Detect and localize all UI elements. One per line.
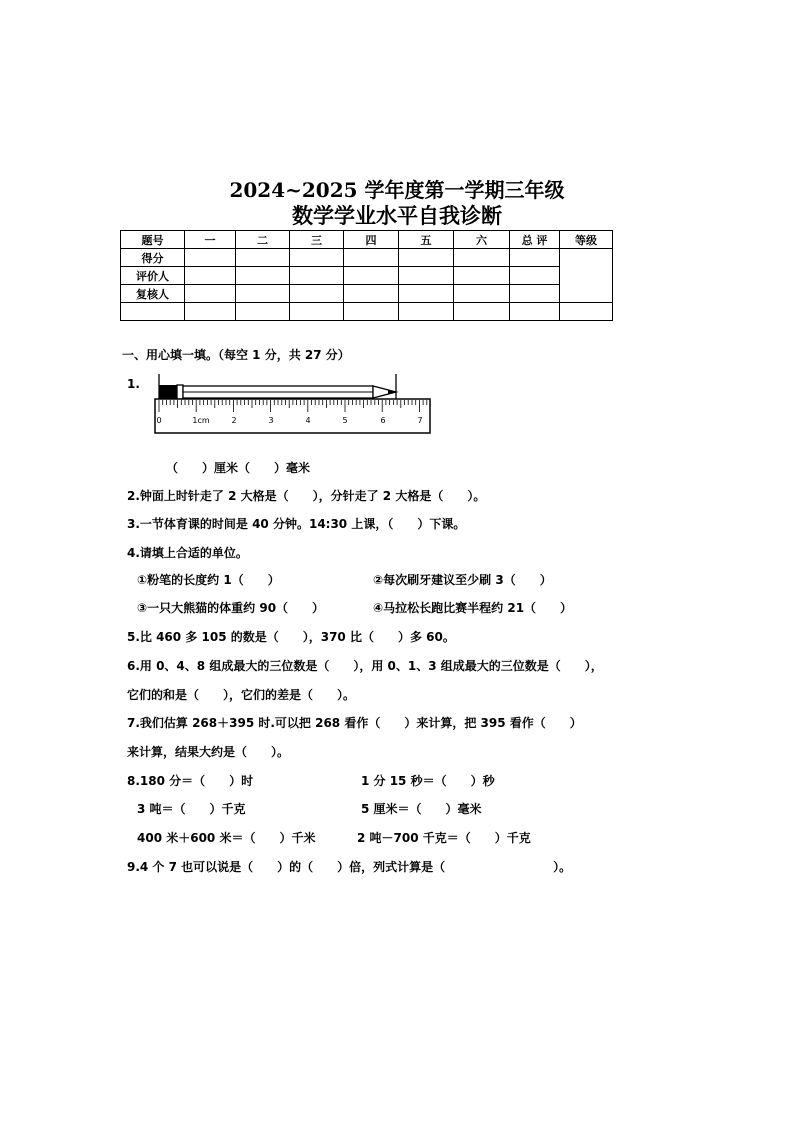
row-label bbox=[121, 303, 185, 321]
score-cell[interactable] bbox=[236, 303, 290, 321]
score-cell[interactable] bbox=[399, 249, 454, 267]
score-cell[interactable] bbox=[185, 267, 236, 285]
ruler-label-7: 7 bbox=[417, 416, 423, 425]
header-cell: 三 bbox=[290, 231, 344, 249]
ruler bbox=[155, 399, 430, 433]
header-cell: 题号 bbox=[121, 231, 185, 249]
score-cell[interactable] bbox=[290, 303, 344, 321]
question-8-e: 400 米＋600 米＝（ ）千米 bbox=[137, 831, 316, 845]
header-cell: 二 bbox=[236, 231, 290, 249]
score-cell[interactable] bbox=[236, 285, 290, 303]
question-8-c: 3 吨＝（ ）千克 bbox=[137, 802, 246, 816]
row-label: 得分 bbox=[121, 249, 185, 267]
title-line-1: 2024~2025 学年度第一学期三年级 bbox=[229, 178, 565, 202]
header-cell: 六 bbox=[454, 231, 510, 249]
header-cell: 等级 bbox=[560, 231, 613, 249]
score-cell[interactable] bbox=[510, 303, 560, 321]
question-8-f: 2 吨－700 千克＝（ ）千克 bbox=[357, 831, 531, 845]
table-row bbox=[121, 303, 613, 321]
score-cell[interactable] bbox=[290, 285, 344, 303]
header-cell: 五 bbox=[399, 231, 454, 249]
score-cell[interactable] bbox=[236, 267, 290, 285]
ruler-label-2: 2 bbox=[231, 416, 237, 425]
score-cell[interactable] bbox=[399, 267, 454, 285]
table-row bbox=[121, 249, 613, 267]
question-8-d: 5 厘米＝（ ）毫米 bbox=[361, 802, 482, 816]
ruler-label-0: 0 bbox=[156, 416, 162, 425]
ruler-pencil-figure bbox=[150, 372, 435, 437]
score-cell[interactable] bbox=[185, 249, 236, 267]
table-row bbox=[121, 285, 613, 303]
question-4-d: ④马拉松长跑比赛半程约 21（ ） bbox=[373, 601, 573, 615]
ruler-label-1: 1cm bbox=[192, 416, 210, 425]
title-line-2: 数学学业水平自我诊断 bbox=[292, 203, 502, 228]
score-cell[interactable] bbox=[344, 285, 399, 303]
table-row bbox=[121, 267, 613, 285]
ruler-label-6: 6 bbox=[380, 416, 386, 425]
score-cell[interactable] bbox=[454, 303, 510, 321]
score-table bbox=[120, 230, 613, 321]
score-cell[interactable] bbox=[510, 267, 560, 285]
ruler-label-5: 5 bbox=[342, 416, 348, 425]
question-4-a: ①粉笔的长度约 1（ ） bbox=[137, 573, 280, 587]
score-cell[interactable] bbox=[510, 285, 560, 303]
pencil bbox=[159, 385, 396, 399]
score-cell[interactable] bbox=[344, 267, 399, 285]
score-cell[interactable] bbox=[344, 303, 399, 321]
grade-cell[interactable] bbox=[560, 249, 613, 303]
question-4-b: ②每次刷牙建议至少刷 3（ ） bbox=[373, 573, 552, 587]
score-cell[interactable] bbox=[399, 303, 454, 321]
score-cell[interactable] bbox=[454, 285, 510, 303]
ruler-label-3: 3 bbox=[268, 416, 274, 425]
score-cell[interactable] bbox=[454, 249, 510, 267]
question-8-a: 8.180 分＝（ ）时 bbox=[127, 774, 254, 788]
row-label: 复核人 bbox=[121, 285, 185, 303]
score-cell[interactable] bbox=[185, 303, 236, 321]
header-cell: 总 评 bbox=[510, 231, 560, 249]
score-cell[interactable] bbox=[185, 285, 236, 303]
score-cell[interactable] bbox=[454, 267, 510, 285]
score-cell[interactable] bbox=[510, 249, 560, 267]
ruler-label-4: 4 bbox=[305, 416, 311, 425]
score-cell[interactable] bbox=[399, 285, 454, 303]
score-cell[interactable] bbox=[236, 249, 290, 267]
question-8-b: 1 分 15 秒＝（ ）秒 bbox=[361, 774, 495, 788]
score-cell[interactable] bbox=[290, 267, 344, 285]
row-label: 评价人 bbox=[121, 267, 185, 285]
score-cell[interactable] bbox=[290, 249, 344, 267]
header-cell: 四 bbox=[344, 231, 399, 249]
header-cell: 一 bbox=[185, 231, 236, 249]
question-4-c: ③一只大熊猫的体重约 90（ ） bbox=[137, 601, 325, 615]
score-cell[interactable] bbox=[344, 249, 399, 267]
score-cell[interactable] bbox=[560, 303, 613, 321]
score-table-header-row bbox=[121, 231, 613, 249]
